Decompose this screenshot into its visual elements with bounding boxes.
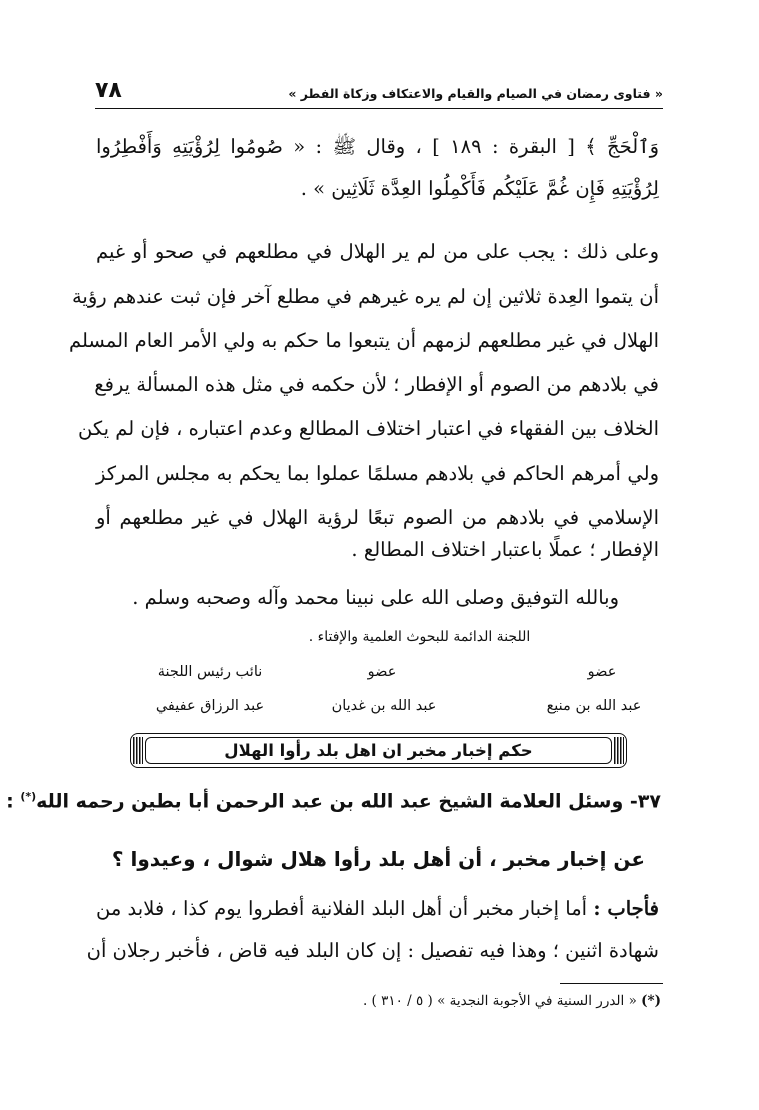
signatory-name-2: عبد الله بن غديان — [331, 698, 437, 714]
answer-lead: فأجاب : — [593, 897, 659, 920]
body-line-9: الإسلامي في بلادهم من الصوم تبعًا لرؤية الهلال في غير مطلعهم أو — [96, 506, 659, 529]
footnote-marker: (*) — [641, 993, 661, 1009]
question-text: عن إخبار مخبر ، أن أهل بلد رأوا هلال شوال ، وعيدوا ؟ — [111, 847, 646, 871]
body-line-7: الخلاف بين الفقهاء في اعتبار اختلاف المطالع وعدم اعتباره ، فإن لم يكن — [78, 417, 659, 440]
footnote — [363, 993, 661, 1009]
body-line-1: وَٱلْحَجِّ ﴾ [ البقرة : ١٨٩ ] ، وقال ﷺ : « صُومُوا لِرُؤْيَتِهِ وَأَفْطِرُوا — [96, 135, 659, 158]
answer-line-1 — [96, 897, 659, 920]
banner-ornament-left — [133, 737, 143, 764]
signatory-title-1: عضو — [587, 664, 617, 680]
section-banner-title: حكم إخبار مخبر ان اهل بلد رأوا الهلال — [224, 741, 533, 760]
body-line-4: أن يتموا العِدة ثلاثين إن لم يره غيرهم في مطلع آخر فإن ثبت عندهم رؤية — [71, 285, 659, 308]
signatory-name-3: عبد الرزاق عفيفي — [155, 698, 265, 714]
body-line-10: الإفطار ؛ عملًا باعتبار اختلاف المطالع . — [351, 538, 659, 561]
section-banner — [130, 733, 627, 768]
question-heading-text: ٣٧- وسئل العلامة الشيخ عبد الله بن عبد الرحمن أبا بطين رحمه الله — [36, 790, 661, 813]
signatory-name-1: عبد الله بن منيع — [546, 698, 642, 714]
body-line-8: ولي أمرهم الحاكم في بلادهم مسلمًا عملوا بما يحكم به مجلس المركز — [96, 462, 659, 485]
answer-line-1-text: أما إخبار مخبر أن أهل البلد الفلانية أفطروا يوم كذا ، فلابد من — [96, 897, 594, 920]
signatory-title-3: نائب رئيس اللجنة — [157, 664, 263, 680]
signatory-title-2: عضو — [367, 664, 397, 680]
page-header — [95, 78, 663, 106]
committee-name: اللجنة الدائمة للبحوث العلمية والإفتاء . — [308, 629, 531, 645]
question-footnote-marker: (*) — [20, 790, 37, 803]
header-rule — [95, 108, 663, 109]
body-line-6: في بلادهم من الصوم أو الإفطار ؛ لأن حكمه في مثل هذه المسألة يرفع — [94, 373, 659, 396]
footnote-rule — [560, 983, 663, 984]
page-number: ٧٨ — [95, 78, 122, 103]
running-title: « فتاوى رمضان في الصيام والقيام والاعتكاف وزكاة الفطر » — [288, 86, 663, 101]
banner-ornament-right — [614, 737, 624, 764]
body-line-3: وعلى ذلك : يجب على من لم ير الهلال في مطلعهم في صحو أو غيم — [96, 240, 659, 263]
question-heading — [6, 790, 661, 813]
answer-line-2: شهادة اثنين ؛ وهذا فيه تفصيل : إن كان البلد فيه قاض ، فأخبر رجلان أن — [86, 939, 659, 962]
closing-line: وبالله التوفيق وصلى الله على نبينا محمد وآله وصحبه وسلم . — [132, 586, 619, 609]
body-line-2: لِرُؤْيَتِهِ فَإِن غُمَّ عَلَيْكُم فَأَكْمِلُوا العِدَّة ثَلَاثِين » . — [300, 177, 659, 200]
question-heading-end: : — [6, 790, 21, 813]
body-line-5: الهلال في غير مطلعهم لزمهم أن يتبعوا ما حكم به ولي الأمر العام المسلم — [68, 329, 659, 352]
footnote-text: « الدرر السنية في الأجوبة النجدية » ( ٥ / ٣١٠ ) . — [362, 993, 642, 1009]
